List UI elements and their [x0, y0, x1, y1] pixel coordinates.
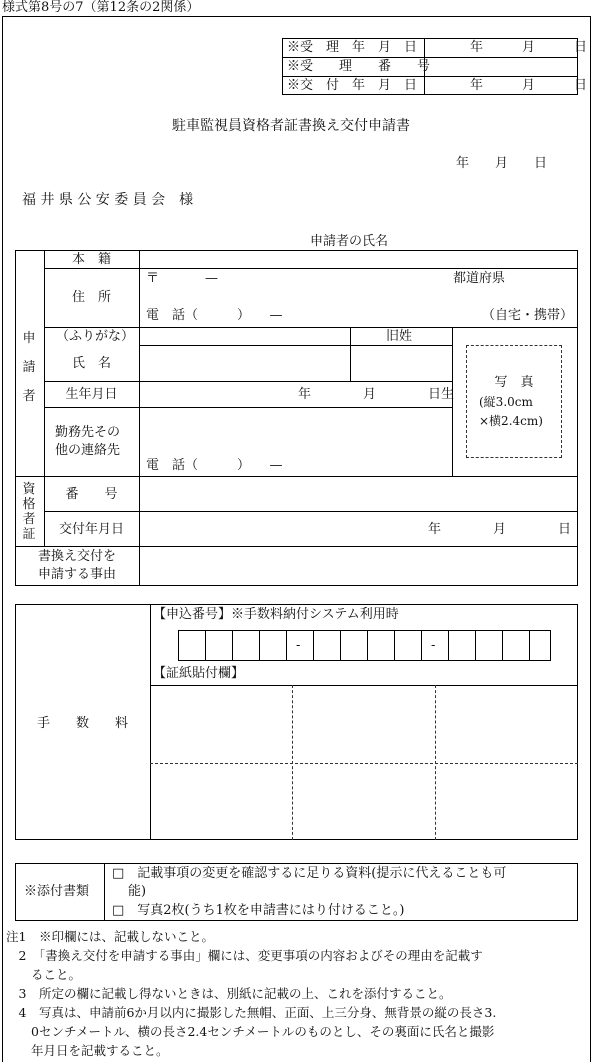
certificate-number-label: 番 号 [65, 487, 118, 502]
applicant-name-label: 申請者の氏名 [310, 234, 389, 249]
number-separator-2: - [431, 638, 436, 653]
birth-date-label: 生年月日 [65, 387, 118, 402]
old-name-label: 旧姓 [386, 329, 413, 344]
applicant-side-label: 申 請 者 [22, 331, 36, 404]
received-number-label: ※受 理 番 号 [287, 59, 431, 74]
certificate-side-label: 資 格 者 証 [22, 482, 36, 542]
note-line: 年月日を記載すること。 [6, 1043, 169, 1058]
attachment-item-1-line-1: □ 記載事項の変更を確認するに足りる資料(提示に代えることも可 [112, 866, 507, 881]
application-date: 年 月 日 [456, 156, 548, 171]
honseki-label: 本 籍 [71, 252, 111, 267]
attachments-label: ※添付書類 [24, 884, 90, 899]
home-phone-label: 電 話（ ） — [146, 308, 283, 323]
note-line: 2 「書換え交付を申請する事由」欄には、変更事項の内容およびその理由を記載す [6, 948, 483, 963]
issue-date-value: 年 月 日 [428, 522, 572, 537]
attachment-item-1-line-2: 能) [128, 884, 147, 899]
note-line: ること。 [6, 967, 82, 982]
note-line: 3 所定の欄に記載し得ないときは、別紙に記載の上、これを添付すること。 [6, 986, 452, 1001]
name-label: 氏 名 [71, 356, 111, 371]
work-contact-label-2: 他の連絡先 [55, 443, 121, 458]
address-label: 住 所 [71, 290, 111, 305]
received-date-label: ※受 理 年 月 日 [287, 40, 418, 55]
photo-size-2: ×横2.4cm) [479, 414, 543, 428]
page-title: 駐車監視員資格者証書換え交付申請書 [172, 118, 410, 134]
prefecture-label: 都道府県 [453, 271, 506, 286]
work-contact-label-1: 勤務先その [55, 425, 121, 440]
reason-label-2: 申請する事由 [37, 567, 116, 582]
fee-label: 手 数 料 [36, 716, 128, 731]
number-separator-1: - [296, 638, 301, 653]
postal-mark: 〒 [146, 271, 160, 286]
issued-date-value: 年 月 日 [470, 78, 588, 93]
form-id: 様式第8号の7（第12条の2関係） [2, 0, 200, 15]
stamp-area-label: 【証紙貼付欄】 [153, 666, 245, 681]
home-mobile-label: （自宅・携帯） [482, 308, 574, 323]
application-number-label: 【申込番号】※手数料納付システム利用時 [153, 607, 399, 622]
birth-date-value: 年 月 日生 [298, 387, 455, 402]
reason-label-1: 書換え交付を [37, 549, 116, 564]
note-line: 4 写真は、申請前6か月以内に撮影した無帽、正面、上三分身、無背景の縦の長さ3. [6, 1005, 497, 1020]
furigana-label: （ふりがな） [56, 329, 135, 344]
postal-dash: — [205, 271, 218, 286]
photo-label: 写 真 [494, 375, 534, 390]
work-phone-label: 電 話（ ） — [146, 458, 283, 473]
note-line: 0センチメートル、横の長さ2.4センチメートルのものとし、その裏面に氏名と撮影 [6, 1024, 495, 1039]
addressee: 福 井 県 公 安 委 員 会 様 [22, 192, 194, 208]
photo-size-1: (縦3.0cm [479, 395, 533, 409]
attachment-item-2: □ 写真2枚(うち1枚を申請書にはり付けること。) [112, 903, 405, 918]
note-line: 注1 ※印欄には、記載しないこと。 [6, 929, 214, 944]
issue-date-label: 交付年月日 [58, 522, 124, 537]
received-date-value: 年 月 日 [470, 40, 588, 55]
issued-date-label: ※交 付 年 月 日 [287, 78, 418, 93]
